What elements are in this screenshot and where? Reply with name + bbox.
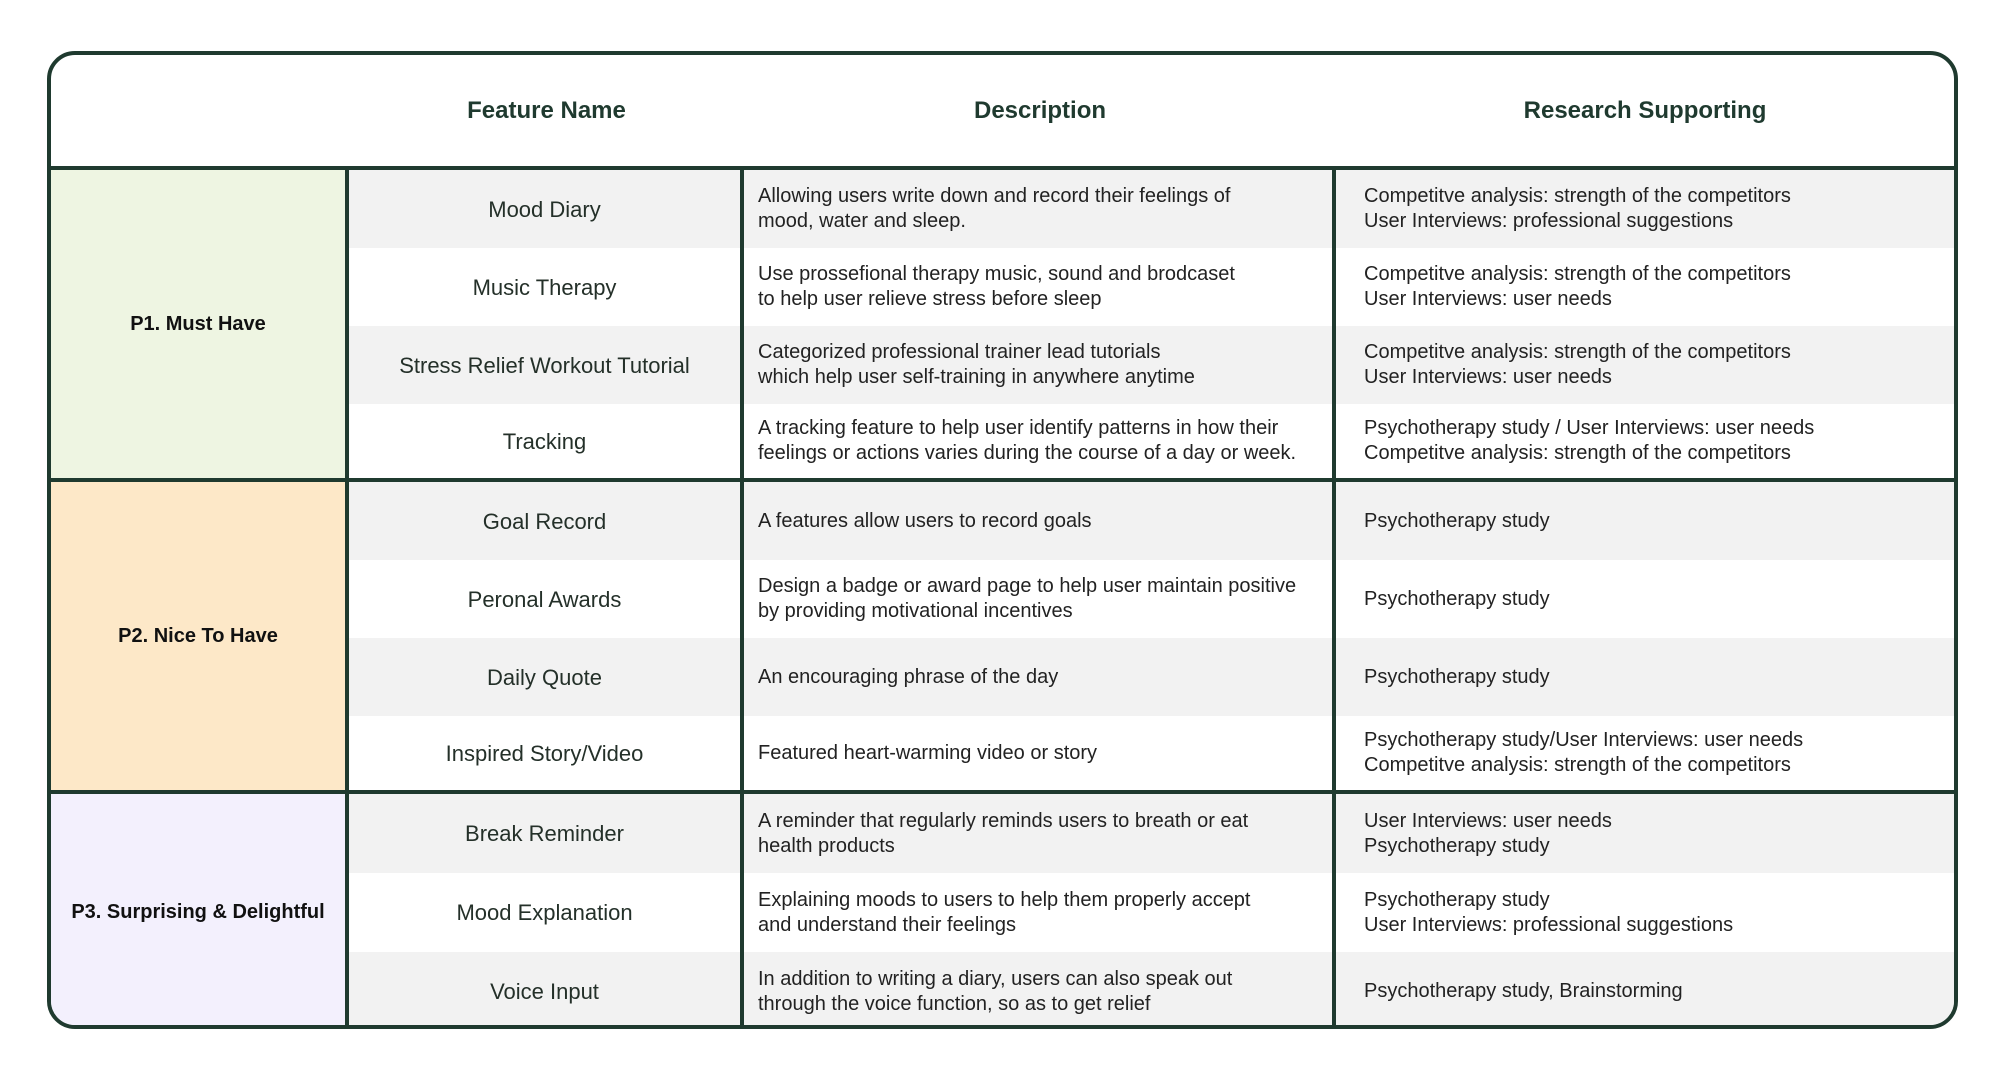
feature-description: Allowing users write down and record their feelings of mood, water and sleep. (744, 170, 1336, 248)
feature-name: Daily Quote (349, 638, 744, 716)
header-description: Description (744, 55, 1336, 170)
feature-name: Break Reminder (349, 794, 744, 873)
feature-name: Goal Record (349, 482, 744, 560)
feature-description: Explaining moods to users to help them properly accept and understand their feelings (744, 873, 1336, 952)
feature-name: Music Therapy (349, 248, 744, 326)
feature-description: In addition to writing a diary, users can also speak out through the voice function, so as to get relief (744, 952, 1336, 1029)
table-grid (51, 55, 1954, 1025)
priority-p1-label: P1. Must Have (51, 170, 349, 482)
feature-research: Competitve analysis: strength of the competitors User Interviews: user needs (1336, 248, 1954, 326)
feature-research: Psychotherapy study (1336, 560, 1954, 638)
feature-description: Design a badge or award page to help user maintain positive by providing motivational incentives (744, 560, 1336, 638)
header-feature-name: Feature Name (349, 55, 744, 170)
feature-description: A reminder that regularly reminds users to breath or eat health products (744, 794, 1336, 873)
feature-research: Psychotherapy study, Brainstorming (1336, 952, 1954, 1029)
feature-description: A features allow users to record goals (744, 482, 1336, 560)
feature-research: Psychotherapy study (1336, 482, 1954, 560)
feature-research: Psychotherapy study User Interviews: professional suggestions (1336, 873, 1954, 952)
feature-research: User Interviews: user needs Psychotherapy study (1336, 794, 1954, 873)
feature-name: Mood Diary (349, 170, 744, 248)
priority-p3-label: P3. Surprising & Delightful (51, 794, 349, 1029)
feature-description: Use prossefional therapy music, sound and brodcaset to help user relieve stress before sleep (744, 248, 1336, 326)
feature-name: Tracking (349, 404, 744, 482)
feature-research: Competitve analysis: strength of the competitors User Interviews: user needs (1336, 326, 1954, 404)
feature-description: Featured heart-warming video or story (744, 716, 1336, 794)
feature-name: Inspired Story/Video (349, 716, 744, 794)
feature-research: Competitve analysis: strength of the competitors User Interviews: professional suggestions (1336, 170, 1954, 248)
header-research-supporting: Research Supporting (1336, 55, 1954, 170)
feature-description: An encouraging phrase of the day (744, 638, 1336, 716)
feature-research: Psychotherapy study/User Interviews: user needs Competitve analysis: strength of the competitors (1336, 716, 1954, 794)
feature-description: A tracking feature to help user identify patterns in how their feelings or actions varies during the course of a day or week. (744, 404, 1336, 482)
feature-research: Psychotherapy study (1336, 638, 1954, 716)
feature-priority-table (47, 51, 1958, 1029)
feature-description: Categorized professional trainer lead tutorials which help user self-training in anywhere anytime (744, 326, 1336, 404)
header-priority-cell (51, 55, 349, 170)
feature-name: Peronal Awards (349, 560, 744, 638)
priority-p2-label: P2. Nice To Have (51, 482, 349, 794)
feature-research: Psychotherapy study / User Interviews: user needs Competitve analysis: strength of the competitors (1336, 404, 1954, 482)
feature-name: Voice Input (349, 952, 744, 1029)
feature-name: Stress Relief Workout Tutorial (349, 326, 744, 404)
feature-name: Mood Explanation (349, 873, 744, 952)
